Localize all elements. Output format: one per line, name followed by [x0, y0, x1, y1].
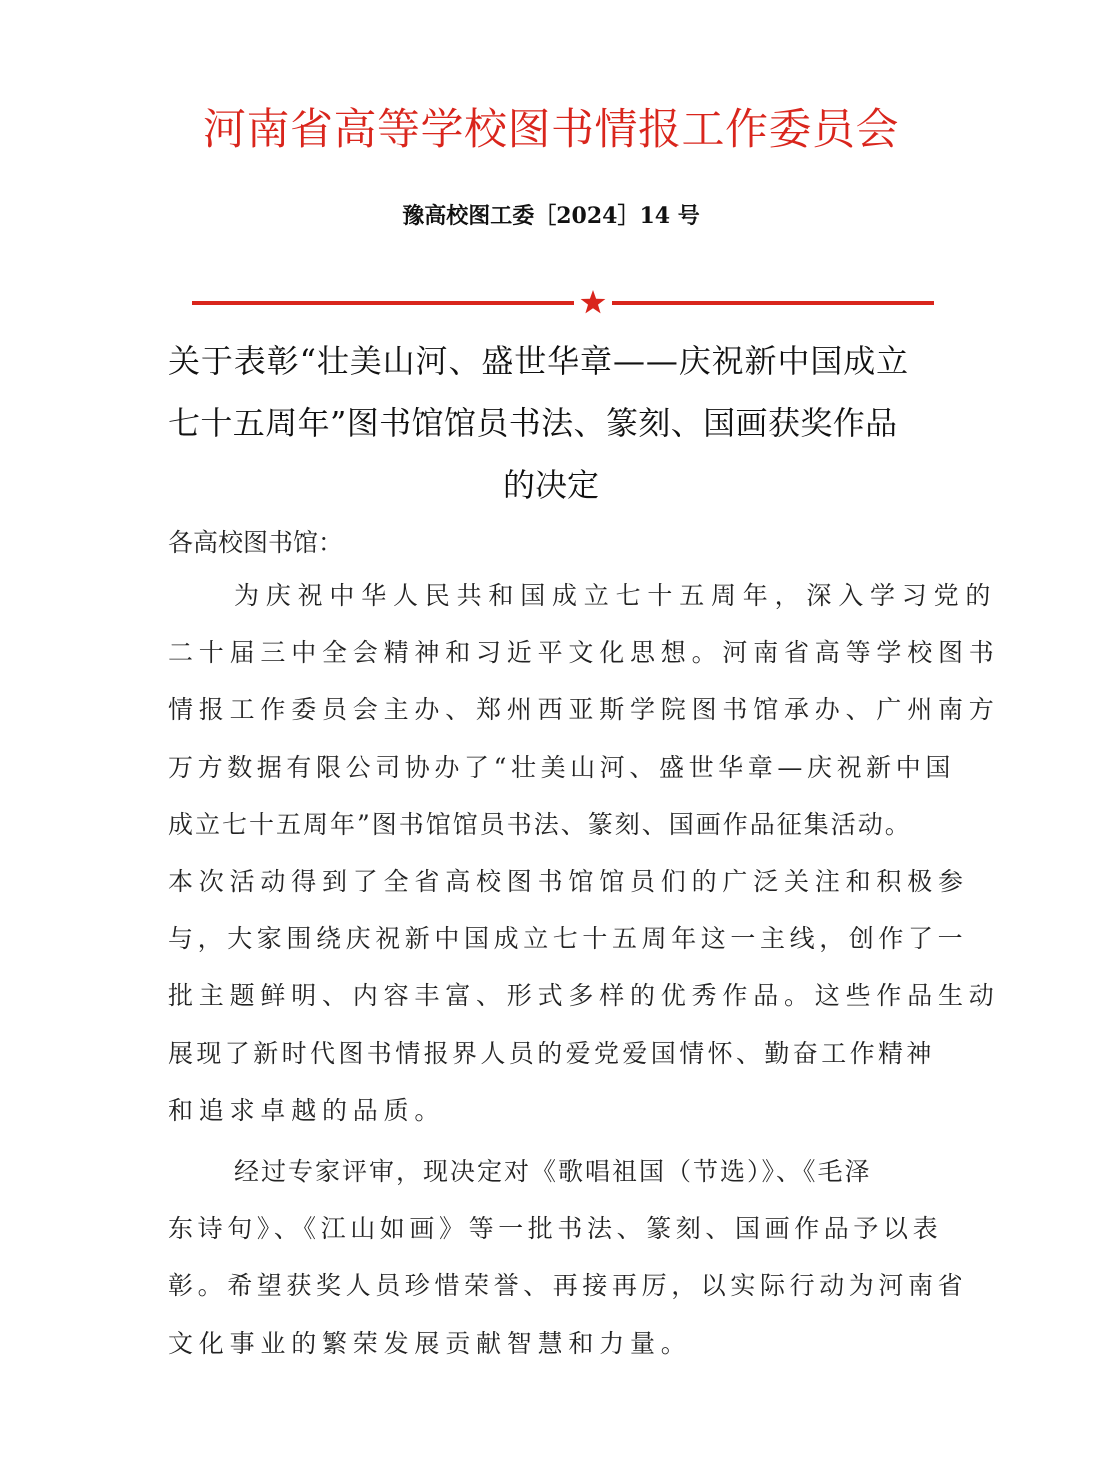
paragraph-2 [168, 1143, 968, 1372]
paragraph-line: 成立七十五周年”图书馆馆员书法、篆刻、国画作品征集活动。 [168, 809, 912, 839]
paragraph-line: 彰。希望获奖人员珍惜荣誉、再接再厉，以实际行动为河南省 [168, 1271, 968, 1301]
paragraph-line: 经过专家评审，现决定对《歌唱祖国（节选）》、《毛泽 [234, 1157, 872, 1186]
star-icon [581, 290, 606, 313]
paragraph-line: 本次活动得到了全省高校图书馆馆员们的广泛关注和积极参 [168, 867, 969, 897]
paragraph-line: 文化事业的繁荣发展贡献智慧和力量。 [168, 1328, 692, 1358]
paragraph-line: 与，大家围绕庆祝新中国成立七十五周年这一主线，创作了一 [168, 924, 968, 954]
paragraph-line: 万方数据有限公司协办了“壮美山河、盛世华章—庆祝新中国 [168, 752, 955, 782]
salutation-text: 各高校图书馆： [168, 528, 344, 557]
decision-title [168, 330, 934, 516]
red-rule-right [612, 301, 934, 305]
red-divider [192, 286, 934, 320]
paragraph-line: 二十届三中全会精神和习近平文化思想。河南省高等学校图书 [168, 638, 1000, 668]
paragraph-line: 为庆祝中华人民共和国成立七十五周年，深入学习党的 [234, 581, 998, 610]
title-line: 七十五周年”图书馆馆员书法、篆刻、国画获奖作品 [168, 404, 898, 442]
paragraph-1 [168, 567, 1000, 1139]
salutation [168, 514, 934, 571]
issuer-heading: 河南省高等学校图书情报工作委员会 [203, 105, 899, 155]
title-line: 的决定 [502, 466, 599, 504]
paragraph-line: 和追求卓越的品质。 [168, 1095, 446, 1125]
paragraph-line: 情报工作委员会主办、郑州西亚斯学院图书馆承办、广州南方 [168, 695, 1000, 725]
paragraph-line: 批主题鲜明、内容丰富、形式多样的优秀作品。这些作品生动 [168, 981, 1000, 1011]
paragraph-line: 东诗句》、《江山如画》等一批书法、篆刻、国画作品予以表 [168, 1214, 943, 1244]
document-number: 豫高校图工委［2024］14 号 [402, 203, 700, 229]
paragraph-line: 展现了新时代图书情报界人员的爱党爱国情怀、勤奋工作精神 [168, 1038, 935, 1068]
title-line: 关于表彰“壮美山河、盛世华章——庆祝新中国成立 [168, 342, 910, 380]
red-rule-left [192, 301, 574, 305]
